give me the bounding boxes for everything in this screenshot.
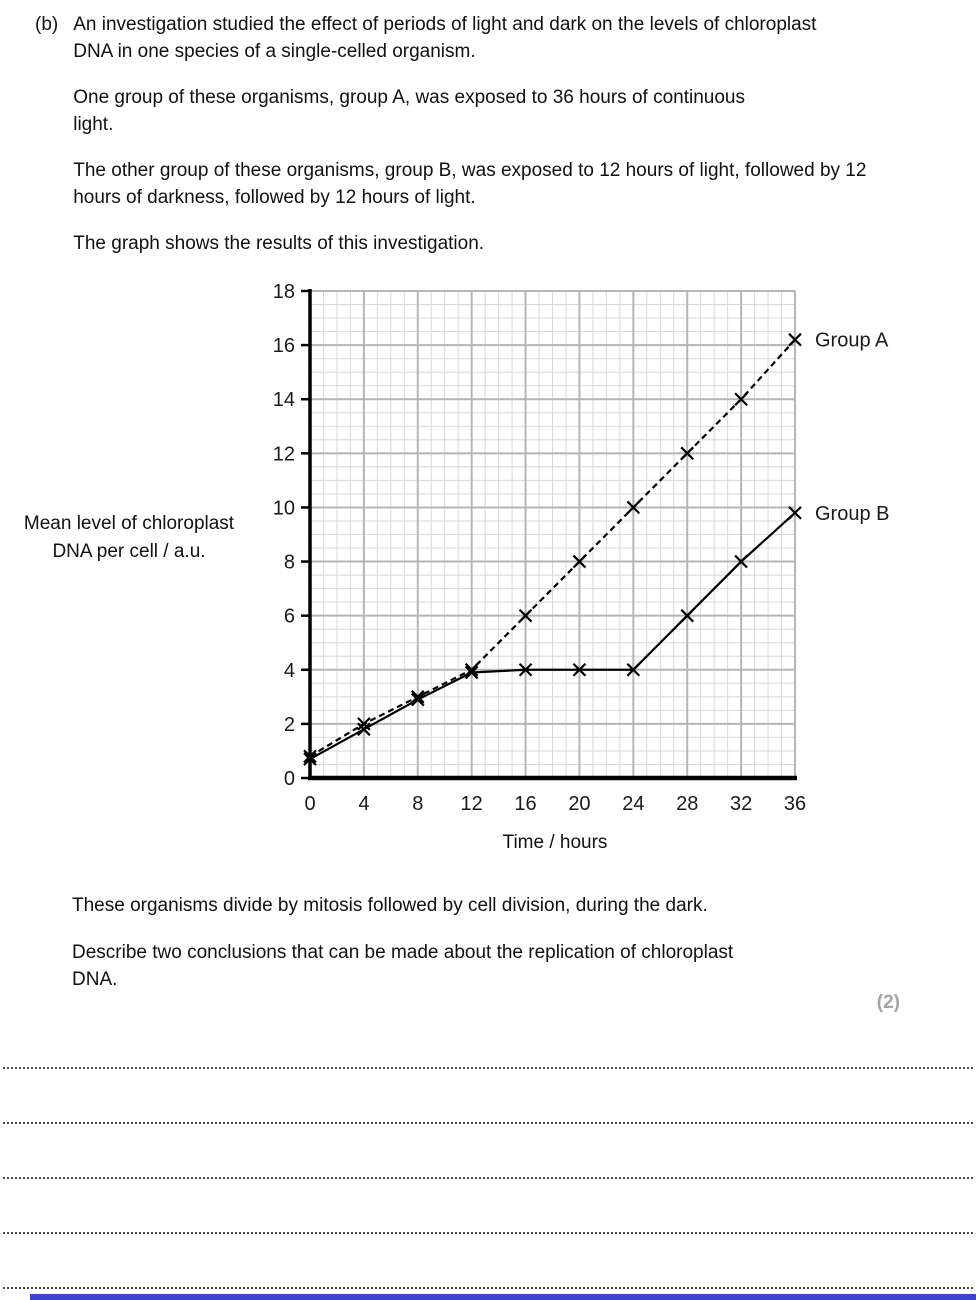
svg-text:4: 4 xyxy=(358,793,370,815)
question-part-label: (b) xyxy=(35,14,59,35)
svg-text:24: 24 xyxy=(622,793,645,815)
svg-text:0: 0 xyxy=(304,793,316,815)
svg-text:0: 0 xyxy=(283,768,295,790)
paragraph: One group of these organisms, group A, was exposed to 36 hours of continuous light. xyxy=(73,86,745,135)
answer-line xyxy=(3,1287,973,1289)
svg-text:4: 4 xyxy=(283,659,295,682)
paragraph: The other group of these organisms, group B, was exposed to 12 hours of light, followed by 12 hours of darkness, followed by 12 hours of light. xyxy=(73,159,867,208)
x-axis-label: Time / hours xyxy=(502,832,608,853)
y-axis-label: Mean level of chloroplast DNA per cell / a.u. xyxy=(23,513,235,562)
svg-text:28: 28 xyxy=(676,793,699,815)
svg-text:16: 16 xyxy=(514,793,537,815)
svg-text:Group A: Group A xyxy=(815,329,889,352)
svg-text:16: 16 xyxy=(272,335,295,358)
paragraph: The graph shows the results of this investigation. xyxy=(73,232,485,254)
svg-text:8: 8 xyxy=(412,793,424,815)
svg-text:32: 32 xyxy=(729,793,753,815)
question-intro xyxy=(35,12,945,277)
svg-text:36: 36 xyxy=(783,793,807,815)
prompt-text: Describe two conclusions that can be made about the replication of chloroplast DNA. xyxy=(72,942,734,990)
svg-text:10: 10 xyxy=(272,497,295,520)
answer-line xyxy=(3,1122,973,1124)
answer-line xyxy=(3,1232,973,1234)
question-paragraphs xyxy=(73,12,945,277)
chart-svg xyxy=(258,280,938,825)
answer-line xyxy=(3,1177,973,1179)
svg-text:14: 14 xyxy=(272,389,295,412)
answer-line xyxy=(3,1067,973,1069)
svg-text:12: 12 xyxy=(460,793,483,815)
svg-text:18: 18 xyxy=(272,281,295,303)
note-text: These organisms divide by mitosis followed by cell division, during the dark. xyxy=(72,895,708,916)
chart xyxy=(258,280,938,825)
svg-text:8: 8 xyxy=(283,551,295,574)
svg-text:2: 2 xyxy=(283,713,295,736)
page-edge-bar xyxy=(30,1294,976,1300)
svg-text:6: 6 xyxy=(283,605,295,628)
marks-badge: (2) xyxy=(876,992,900,1013)
svg-text:20: 20 xyxy=(568,793,591,815)
svg-text:12: 12 xyxy=(272,443,295,466)
paragraph: An investigation studied the effect of periods of light and dark on the levels of chloroplast DNA in one species of a single-celled organism. xyxy=(73,14,817,62)
svg-text:Group B: Group B xyxy=(815,502,890,525)
